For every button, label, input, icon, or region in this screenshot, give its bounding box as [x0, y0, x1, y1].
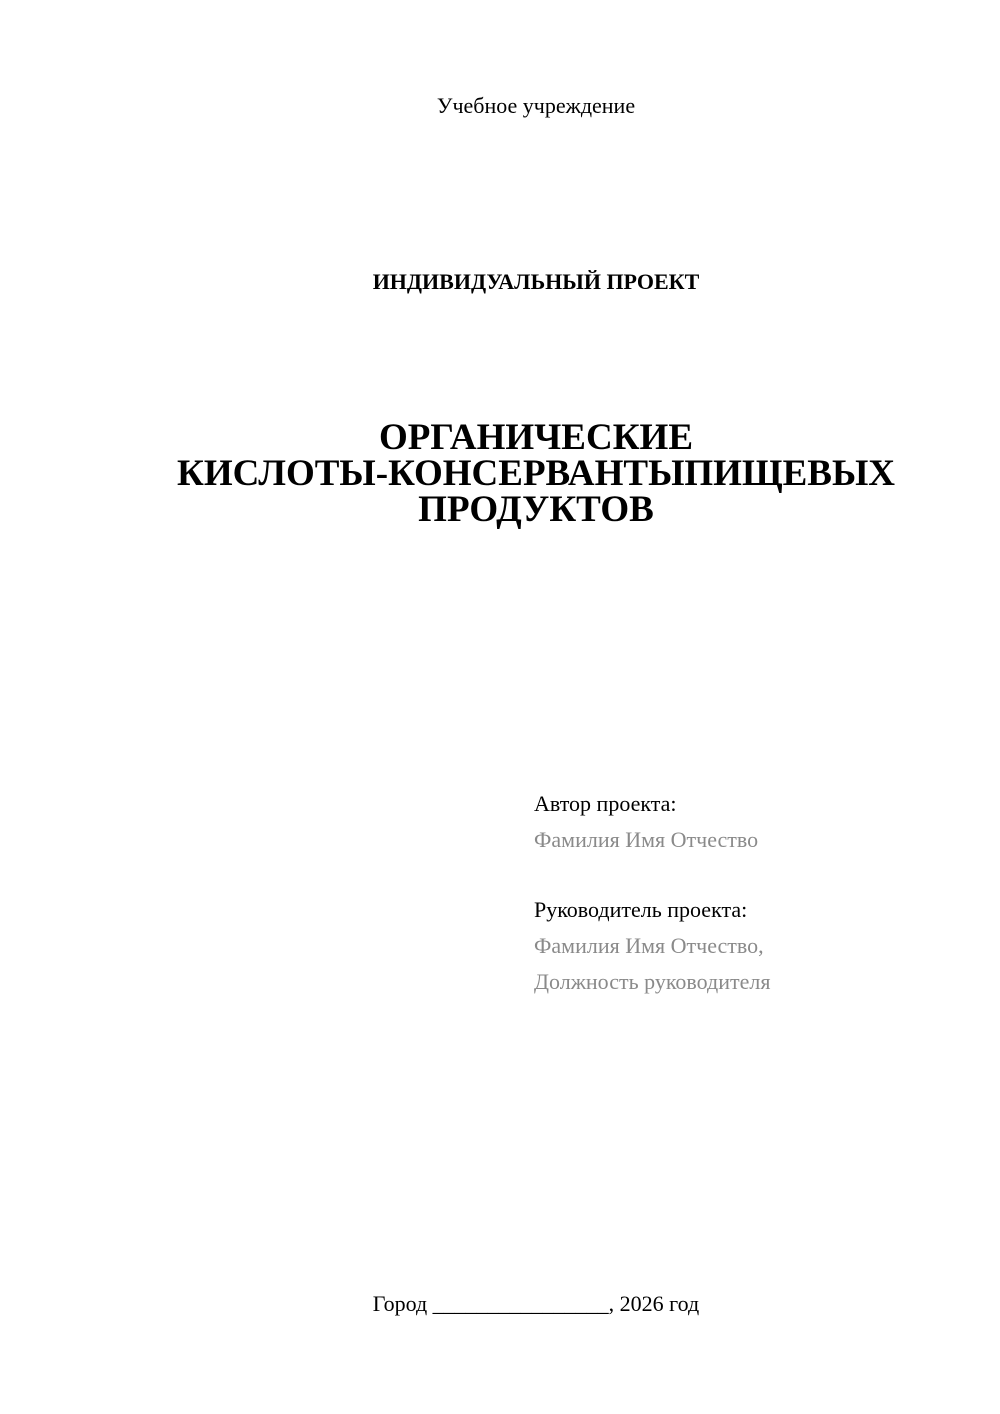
city-year-line: Город ________________, 2026 год [372, 1291, 700, 1316]
supervisor-label: Руководитель проекта: [534, 897, 748, 922]
author-label: Автор проекта: [534, 791, 677, 816]
project-title-line-3: ПРОДУКТОВ [418, 489, 654, 530]
project-title-line-1: ОРГАНИЧЕСКИЕ [378, 417, 693, 458]
project-title-line-2: КИСЛОТЫ-КОНСЕРВАНТЫПИЩЕВЫХ [176, 453, 895, 494]
project-info-block [534, 786, 770, 1000]
document-type: ИНДИВИДУАЛЬНЫЙ ПРОЕКТ [372, 269, 700, 294]
project-title [0, 417, 1000, 530]
supervisor-position: Должность руководителя [534, 969, 771, 994]
info-spacer [534, 858, 770, 892]
supervisor-name: Фамилия Имя Отчество, [534, 933, 764, 958]
author-name: Фамилия Имя Отчество [534, 827, 759, 852]
institution-name: Учебное учреждение [436, 93, 636, 118]
